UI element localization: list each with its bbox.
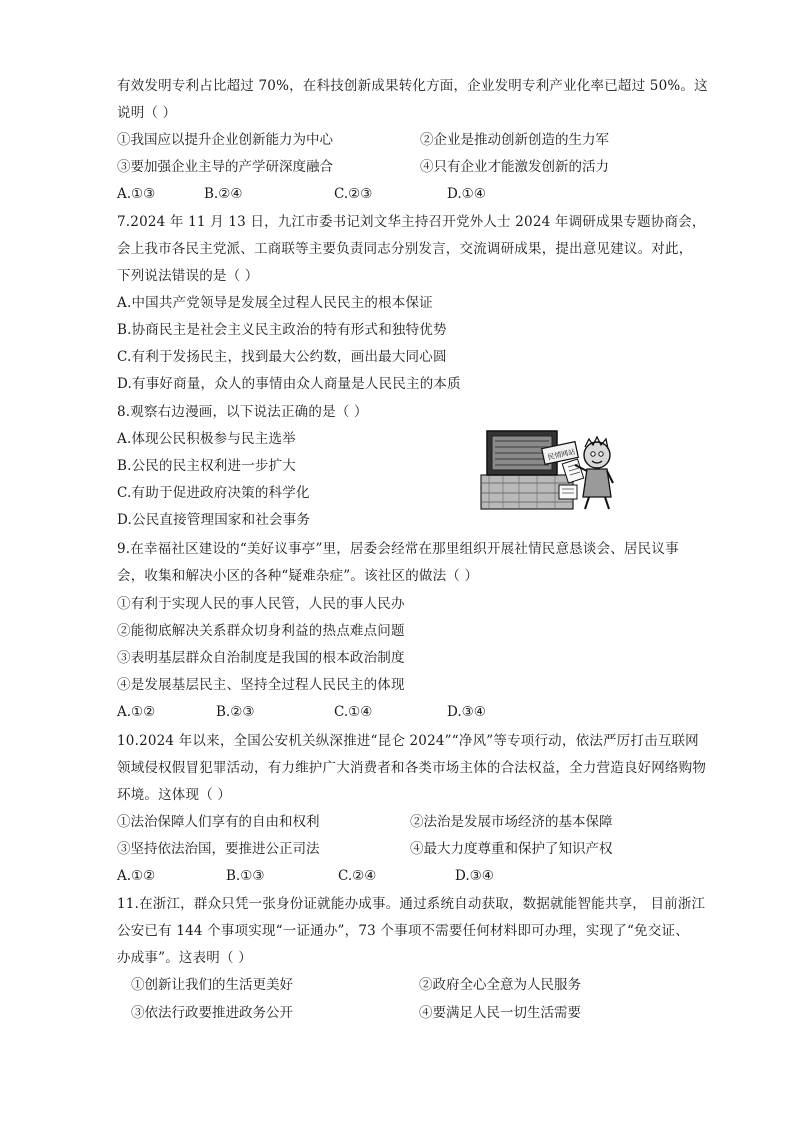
q7-stem-line2: 会上我市各民主党派、工商联等主要负责同志分别发言，交流调研成果，提出意见建议。对此， [117,241,693,257]
q8-stem: 8.观察右边漫画，以下说法正确的是（ ） [117,404,368,420]
q6-statement-2: ②企业是推动创新创造的生力军 [420,132,609,148]
q7-option-b: B.协商民主是社会主义民主政治的特有形式和独特优势 [117,322,447,338]
q6-stem-line1: 有效发明专利占比超过 70%，在科技创新成果转化方面，企业发明专利产业化率已超过 50%。这 [117,78,708,94]
q9-option-a: A.①② [117,704,156,720]
q9-stem-line2: 会，收集和解决小区的各种“疑难杂症”。该社区的做法（ ） [117,568,479,584]
q6-stem-line2: 说明（ ） [117,105,177,121]
q10-stem-line2: 领域侵权假冒犯罪活动，有力维护广大消费者和各类市场主体的合法权益，全力营造良好网络购物 [117,760,707,776]
q8-option-a: A.体现公民积极参与民主选举 [117,431,296,447]
q10-stem-line1: 10.2024 年以来，全国公安机关纵深推进“昆仑 2024”“净风”等专项行动，依法严厉打击互联网 [117,733,699,749]
q9-option-d: D.③④ [447,704,486,720]
q11-statement-4: ④要满足人民一切生活需要 [419,1005,581,1021]
q11-statement-1: ①创新让我们的生活更美好 [131,977,293,993]
q10-statement-4: ④最大力度尊重和保护了知识产权 [410,841,613,857]
q11-statement-2: ②政府全心全意为人民服务 [419,977,581,993]
cartoon-sign-text: 民情网站 [546,447,576,462]
q9-statement-4: ④是发展基层民主、坚持全过程人民民主的体现 [117,677,405,693]
q6-statement-4: ④只有企业才能激发创新的活力 [420,159,609,175]
q7-option-a: A.中国共产党领导是发展全过程人民民主的根本保证 [117,295,433,311]
q7-option-c: C.有利于发扬民主，找到最大公约数，画出最大同心圆 [117,349,447,365]
q11-statement-3: ③依法行政要推进政务公开 [131,1005,293,1021]
q6-statement-3: ③要加强企业主导的产学研深度融合 [117,159,333,175]
q11-stem-line2: 公安已有 144 个事项实现“一证通办”，73 个事项不需要任何材料即可办理，实现了“免交证、 [117,923,689,939]
q10-statement-2: ②法治是发展市场经济的基本保障 [410,814,613,830]
q9-statement-1: ①有利于实现人民的事人民管，人民的事人民办 [117,596,405,612]
q8-option-d: D.公民直接管理国家和社会事务 [117,512,311,528]
q9-statement-3: ③表明基层群众自治制度是我国的根本政治制度 [117,650,405,666]
q10-statement-3: ③坚持依法治国，要推进公正司法 [117,841,320,857]
q10-option-b: B.①③ [226,868,265,884]
q11-stem-line3: 办成事”。这表明（ ） [117,950,252,966]
q9-statement-2: ②能彻底解决关系群众切身利益的热点难点问题 [117,623,405,639]
q9-option-b: B.②③ [216,704,255,720]
q10-option-d: D.③④ [455,868,494,884]
q7-stem-line3: 下列说法错误的是（ ） [117,268,259,284]
q10-option-a: A.①② [117,868,156,884]
q6-option-d: D.①④ [447,186,486,202]
q7-stem-line1: 7.2024 年 11 月 13 日，九江市委书记刘文华主持召开党外人士 2024 年调研成果专题协商会， [117,214,706,230]
cartoon-illustration [478,426,618,512]
q11-stem-line1: 11.在浙江，群众只凭一张身份证就能办成事。通过系统自动获取，数据就能智能共享， 目前浙江 [117,896,706,912]
q9-option-c: C.①④ [334,704,373,720]
q10-option-c: C.②④ [338,868,377,884]
q8-option-c: C.有助于促进政府决策的科学化 [117,485,310,501]
q8-option-b: B.公民的民主权利进一步扩大 [117,458,297,474]
q7-option-d: D.有事好商量，众人的事情由众人商量是人民民主的本质 [117,376,461,392]
q10-statement-1: ①法治保障人们享有的自由和权利 [117,814,320,830]
q6-option-b: B.②④ [204,186,243,202]
q6-option-c: C.②③ [334,186,373,202]
q10-stem-line3: 环境。这体现（ ） [117,787,232,803]
q6-statement-1: ①我国应以提升企业创新能力为中心 [117,132,333,148]
q6-option-a: A.①③ [117,186,156,202]
cartoon-drawing [479,427,617,511]
q9-stem-line1: 9.在幸福社区建设的“美好议事亭”里，居委会经常在那里组织开展社情民意恳谈会、居民议事 [117,541,679,557]
